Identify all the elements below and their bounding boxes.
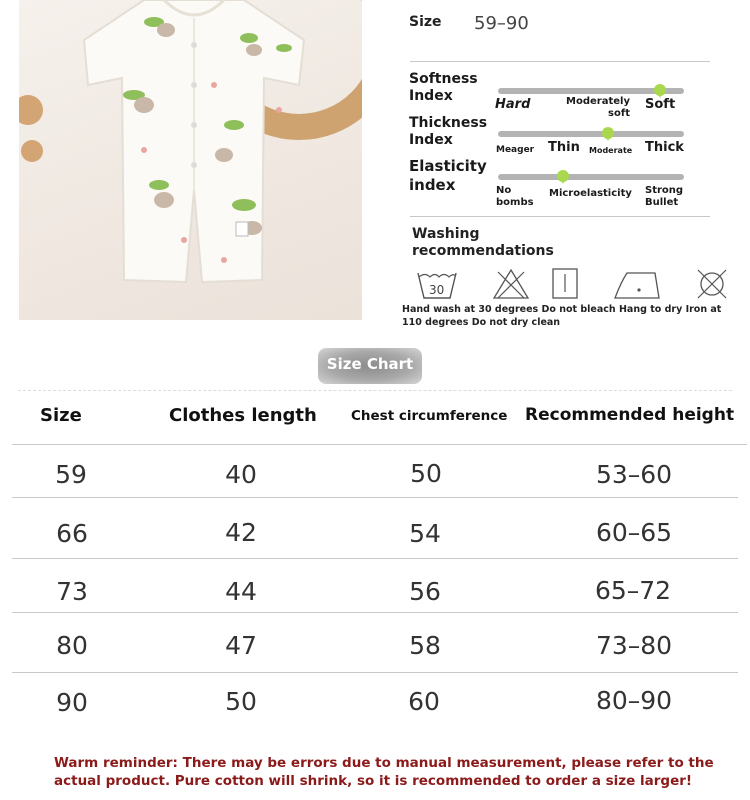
table-cell-size: 73 <box>56 577 88 606</box>
softness-scale-high: Soft <box>645 97 676 112</box>
table-cell-size: 66 <box>56 519 88 548</box>
thickness-scale-thick: Thick <box>645 140 684 155</box>
elasticity-scale-micro: Microelasticity <box>549 188 632 199</box>
softness-scale-mid: Moderately soft <box>566 96 630 119</box>
table-cell-height: 73–80 <box>595 631 673 660</box>
wooden-toy-piece <box>19 95 43 125</box>
size-chart-badge: Size Chart <box>318 348 422 384</box>
thickness-index-label: Thickness Index <box>409 115 488 148</box>
thickness-scale-meager: Meager <box>496 145 535 155</box>
table-divider <box>12 497 738 498</box>
washing-caption: Hand wash at 30 degrees Do not bleach Hang to dry Iron at 110 degrees Do not dry clean <box>402 304 722 328</box>
softness-bar <box>498 88 684 94</box>
table-cell-height: 53–60 <box>595 460 673 489</box>
table-divider <box>12 558 738 559</box>
hang-to-dry-icon <box>552 268 578 300</box>
table-cell-length: 44 <box>225 577 257 606</box>
thickness-scale-moderate: Moderate <box>589 146 633 155</box>
wooden-toy-piece <box>21 140 43 162</box>
divider <box>18 390 732 391</box>
table-divider <box>12 672 738 673</box>
warm-reminder: Warm reminder: There may be errors due to manual measurement, please refer to the actual product. Pure cotton will shrink, so it is recommended to order a size larger! <box>54 755 714 789</box>
size-spec-label: Size <box>409 14 442 30</box>
size-spec-value: 59–90 <box>474 13 529 34</box>
softness-scale-low: Hard <box>495 97 531 112</box>
table-cell-length: 47 <box>225 631 257 660</box>
table-cell-chest: 56 <box>409 577 441 606</box>
product-photo <box>19 0 362 320</box>
elasticity-scale-strong: Strong Bullet <box>645 185 684 208</box>
header-clothes-length: Clothes length <box>169 405 317 426</box>
table-cell-length: 40 <box>225 460 257 489</box>
table-divider <box>12 612 738 613</box>
thickness-marker <box>602 127 614 139</box>
table-cell-height: 60–65 <box>595 518 673 547</box>
hand-wash-30-icon <box>415 268 459 300</box>
elasticity-marker <box>557 170 569 182</box>
thickness-bar <box>498 131 684 137</box>
softness-index-label: Softness Index <box>409 71 478 104</box>
thickness-scale-thin: Thin <box>548 140 580 155</box>
divider <box>410 61 710 62</box>
table-cell-chest: 54 <box>409 519 441 548</box>
table-cell-length: 42 <box>225 518 257 547</box>
table-cell-size: 59 <box>55 460 87 489</box>
washing-title: Washing recommendations <box>412 226 554 259</box>
table-divider <box>12 444 747 445</box>
table-cell-chest: 60 <box>408 687 440 716</box>
wash-temperature: 30 <box>429 283 445 297</box>
table-cell-size: 80 <box>56 631 88 660</box>
elasticity-scale-none: No bombs <box>496 185 534 208</box>
table-cell-chest: 58 <box>409 631 441 660</box>
elasticity-bar <box>498 174 684 180</box>
table-cell-height: 80–90 <box>595 686 673 715</box>
table-cell-length: 50 <box>225 687 257 716</box>
header-size: Size <box>40 405 82 426</box>
header-recommended-height: Recommended height <box>525 405 735 425</box>
do-not-dry-clean-icon <box>696 268 728 300</box>
iron-110-icon <box>613 268 661 300</box>
softness-marker <box>654 84 666 96</box>
do-not-bleach-icon <box>492 268 530 300</box>
table-cell-size: 90 <box>56 688 88 717</box>
table-cell-height: 65–72 <box>594 576 672 605</box>
table-cell-chest: 50 <box>410 459 442 488</box>
divider <box>410 216 710 217</box>
romper-illustration <box>74 0 314 290</box>
header-chest-circumference: Chest circumference <box>351 408 508 424</box>
elasticity-index-label: Elasticity index <box>409 157 487 194</box>
